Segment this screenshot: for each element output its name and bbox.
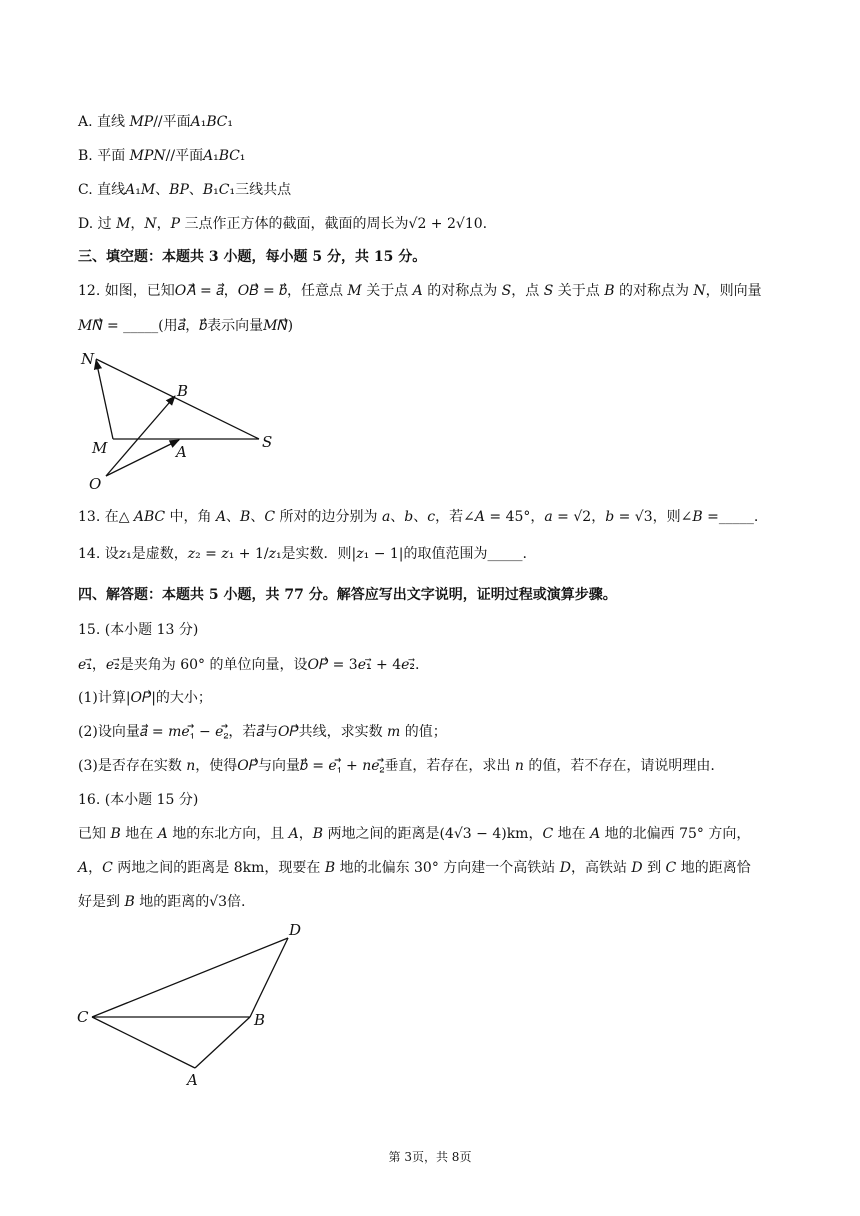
q15-part-2: (2)设向量𝑎⃗ = 𝑚𝑒₁⃗ − 𝑒₂⃗，若𝑎⃗与𝑂𝑃⃗共线，求实数 𝑚 的值； [78,724,447,740]
page-footer: 第 3页，共 8页 [388,1150,472,1164]
q16-label-b: B [254,1011,266,1029]
q12-figure [76,345,286,495]
option-c: C. 直线𝐴₁𝑀、𝐵𝑃、𝐵₁𝐶₁三线共点 [78,182,292,198]
q16-label-a: A [187,1071,198,1089]
q16-line-1: 已知 𝐵 地在 𝐴 地的东北方向，且 𝐴，𝐵 两地之间的距离是(4√3 − 4)km，𝐶 地在 𝐴 地的北偏西 75° 方向， [78,826,751,842]
q12-line-2: 𝑀𝑁⃗ = _____(用𝑎⃗，𝑏⃗表示向量𝑀𝑁⃗) [78,318,294,334]
q12-label-m: M [92,439,108,457]
q15-part-1: (1)计算|𝑂𝑃⃗|的大小； [78,690,212,706]
q13-text: 13. 在△ 𝐴𝐵𝐶 中，角 𝐴、𝐵、𝐶 所对的边分别为 𝑎、𝑏、𝑐，若∠𝐴 = 45°，𝑎 = √2，𝑏 = √3，则∠𝐵 =_____. [78,509,759,525]
q16-label-d: D [289,921,302,939]
q12-line-1: 12. 如图，已知𝑂𝐴⃗ = 𝑎⃗，𝑂𝐵⃗ = 𝑏⃗，任意点 𝑀 关于点 𝐴 的对称点为 𝑆，点 𝑆 关于点 𝐵 的对称点为 𝑁，则向量 [78,283,762,299]
q15-title: 15. (本小题 13 分) [78,622,199,638]
section-3-heading: 三、填空题：本题共 3 小题，每小题 5 分，共 15 分。 [78,249,427,265]
q16-title: 16. (本小题 15 分) [78,792,199,808]
option-d: D. 过 𝑀，𝑁，𝑃 三点作正方体的截面，截面的周长为√2 + 2√10. [78,216,488,232]
q15-part-3: (3)是否存在实数 𝑛，使得𝑂𝑃⃗与向量𝑏⃗ = 𝑒₁⃗ + 𝑛𝑒₂⃗垂直，若存在，求出 𝑛 的值，若不存在，请说明理由. [78,758,715,774]
q12-label-s: S [262,433,273,451]
q16-label-c: C [77,1008,89,1026]
q12-label-a: A [176,443,187,461]
q14-text: 14. 设𝑧₁是虚数，𝑧₂ = 𝑧₁ + 1/𝑧₁是实数．则|𝑧₁ − 1|的取值范围为_____. [78,546,527,562]
q15-stem: 𝑒₁⃗，𝑒₂⃗是夹角为 60° 的单位向量，设𝑂𝑃⃗ = 3𝑒₁⃗ + 4𝑒₂⃗. [78,657,420,673]
q16-figure [74,918,314,1090]
q12-label-o: O [89,475,102,493]
section-4-heading: 四、解答题：本题共 5 小题，共 77 分。解答应写出文字说明，证明过程或演算步骤。 [78,587,617,603]
option-a: A. 直线 𝑀𝑃//平面𝐴₁𝐵𝐶₁ [78,114,233,130]
q16-line-2: 𝐴，𝐶 两地之间的距离是 8km，现要在 𝐵 地的北偏东 30° 方向建一个高铁站 𝐷，高铁站 𝐷 到 𝐶 地的距离恰 [78,860,751,876]
q12-label-b: B [177,382,189,400]
q16-line-3: 好是到 𝐵 地的距离的√3倍. [78,894,246,910]
q12-label-n: N [81,350,95,368]
option-b: B. 平面 𝑀𝑃𝑁//平面𝐴₁𝐵𝐶₁ [78,148,246,164]
